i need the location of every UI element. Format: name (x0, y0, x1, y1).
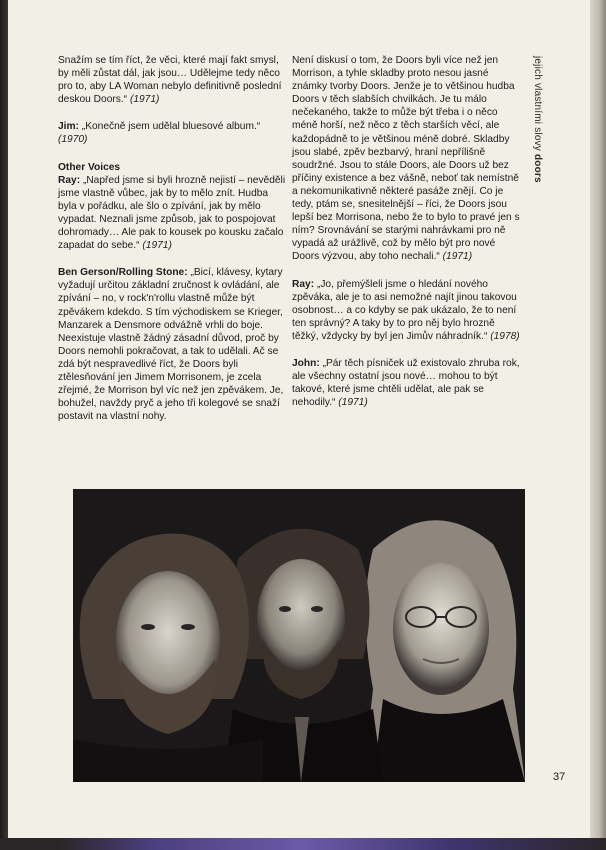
quote-year: (1971) (338, 397, 368, 409)
quote-text: „Jo, přemýšleli jsme o hledání nového zpěváka, ale je to asi nemožné najít jinou takovou osobnost… a co kdyby se pak ukázalo, že to není ten správný? A taky by to pro něj bylo hrozně těžký, vždycky by byl jen Jimův náhradník.“ (292, 278, 517, 342)
band-photo-illustration (73, 489, 525, 782)
section-title: Other Voices (58, 161, 121, 173)
speaker-name: John: (292, 357, 320, 369)
quote-text: „Napřed jsme si byli hrozně nejistí – nevěděli jsme vlastně vůbec, jak by to mělo znít. Hudba byla v pořádku, ale šlo o zpívání, jak by mělo vypadat. Neznali jsme způsob, jak to pospojovat dohromady… Ale pak to kousek po kousku začalo zapadat do sebe.“ (58, 174, 286, 252)
book-spine (0, 0, 8, 850)
paragraph-jim-quote (58, 120, 288, 146)
quote-text: „Pár těch písniček už existovalo zhruba rok, ale všechny ostatní jsou nové… mohou to být takové, které jsme chtěli udělat, ale pak se nehodily.“ (292, 357, 520, 409)
quote-year: (1970) (58, 134, 88, 146)
speaker-name: Ray: (58, 174, 81, 186)
quote-text: Není diskusí o tom, že Doors byli více než jen Morrison, a tyhle skladby proto nesou jasné známky tvorby Doors. Jenže je to většinou hudba Doors v těch slabších chvilkách. Je tu málo nečekaného, takže to může být třeba i o něco méně horší, než něco z těch starších věcí, ale každopádně to je většinou méně dobré. Skladby jsou slabé, zpěv bezbarvý, hraní nepřílišně soudržné. Jsou to stále Doors, ale Doors už bez příčiny existence a bez vášně, neboť tak nemístně a nekomunikativně některé pasáže znějí. Co je tedy, ptám se, snesitelnější – říci, že Doors jsou lepší bez Morrisona, nebo že to bylo to pravé jen s ním? Srovnávání se starými nahrávkami pro ně vypadá až urážlivě, což by mělo být pro nové Doors výzvou, aby toho nechali.“ (292, 55, 520, 263)
running-header-prefix: jejich vlastními slovy (532, 56, 543, 151)
paragraph-john-quote (292, 357, 524, 409)
speaker-name: Ray: (292, 278, 315, 290)
paragraph-ray-quote (58, 174, 288, 253)
quote-text: „Konečně jsem udělal bluesové album.“ (81, 121, 261, 133)
quote-text: „Bicí, klávesy, kytary vyžadují určitou základní zručnost k ovládání, ale zpívání – no, v rock'n'rollu vlastně může být zpěvákem kdekdo. S tím východiskem se Krieger, Manzarek a Densmore odvážně vrhli do boje. Neexistuje vlastně žádný zásadní důvod, proč by Doors nemohli pokračovat, a tak to udělali. Ač se zdá být nespravedlivé říct, že Doors byli ztělesňování jen Jimem Morrisonem, je zcela zřejmé, že Morrison byl víc než jen zpěvákem. Je, bohužel, navždy pryč a jeho tři kolegové se snaží postavit na vlastní nohy. (58, 267, 284, 423)
band-photo (73, 489, 525, 782)
bottom-strip (0, 838, 606, 850)
speaker-name: Jim: (58, 121, 79, 133)
person-right (363, 520, 525, 782)
quote-year: (1971) (442, 251, 473, 263)
quote-text: Snažím se tím říct, že věci, které mají fakt smysl, by měli zůstat dál, jak jsou… Udělejme tedy něco pro to, aby LA Woman nebylo definitivně poslední deskou Doors.“ (58, 55, 282, 106)
quote-year: (1971) (129, 94, 160, 106)
quote-year: (1971) (142, 240, 172, 252)
page-edge (590, 0, 606, 850)
page-number: 37 (553, 771, 566, 783)
running-header (532, 56, 543, 183)
left-column (58, 54, 288, 437)
speaker-name: Ben Gerson/Rolling Stone: (58, 267, 188, 279)
paragraph-ben-gerson-quote (58, 266, 288, 423)
paragraph-review-continued (292, 54, 524, 264)
paragraph-ray-quote-2 (292, 278, 524, 343)
running-header-title: doors (532, 153, 543, 183)
quote-year: (1978) (490, 330, 520, 342)
paragraph-intro-quote (58, 54, 288, 106)
right-column (292, 54, 524, 423)
